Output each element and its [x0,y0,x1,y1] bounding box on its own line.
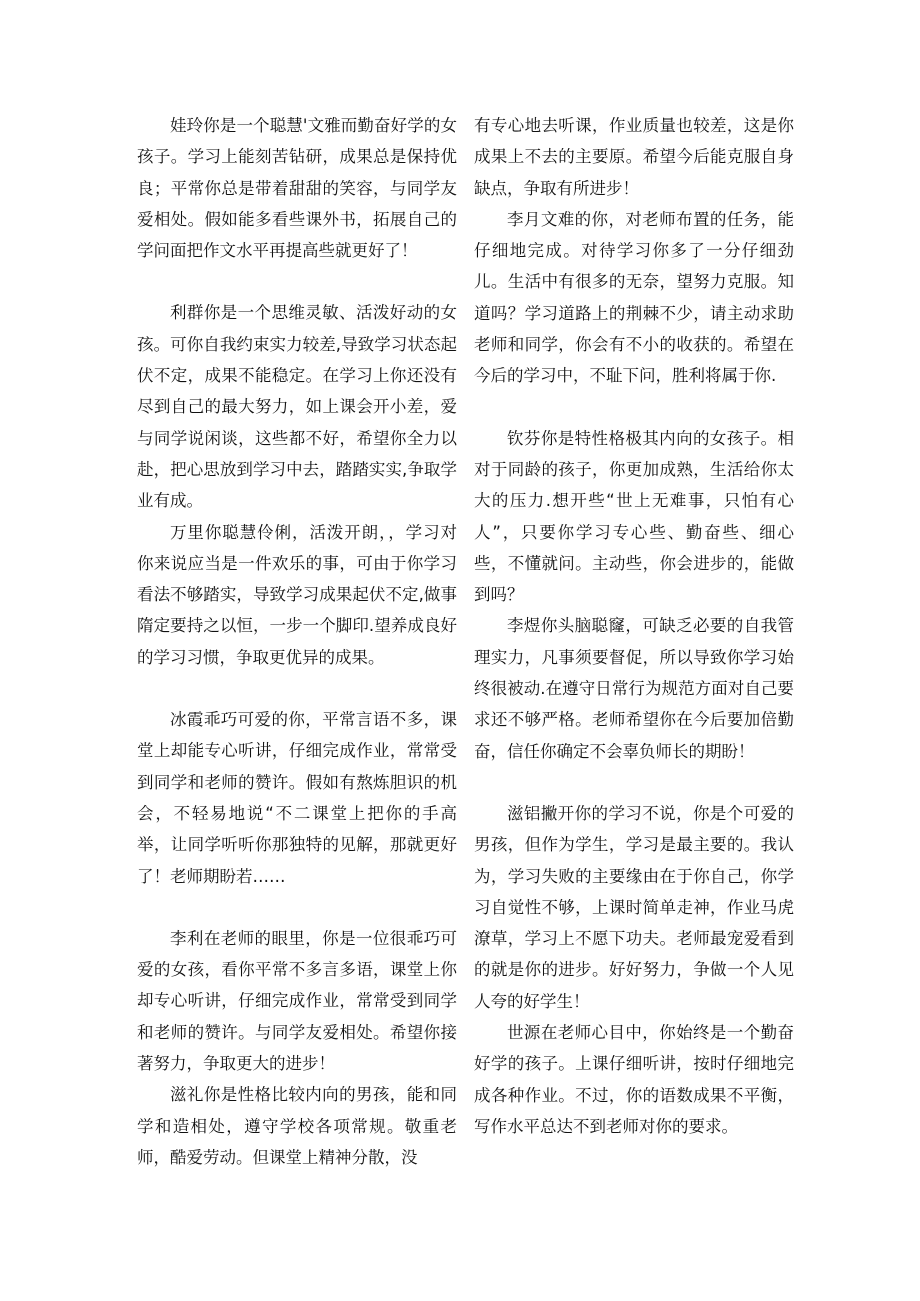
comment-paragraph: 李煜你头脑聪窿，可缺乏必要的自我管理实力，凡事须要督促，所以导致你学习始终很被动.在遵守日常行为规范方面对自己要求还不够严格。老师希望你在今后要加倍勤奋，信任你确定不会辜负师长的期盼！ [474,616,794,761]
comment-paragraph: 冰霞乖巧可爱的你，平常言语不多，课堂上却能专心听讲，仔细完成作业，常常受到同学和老师的赞许。假如有熬炼胆识的机会，不轻易地说“不二课堂上把你的手高举，让同学听听你那独特的见解，那就更好了！老师期盼若…… [137,710,457,886]
comment-paragraph-continued: 有专心地去听课，作业质量也较差，这是你成果上不去的主要原。希望今后能克服自身缺点，争取有所进步！ [474,116,794,198]
comment-paragraph: 万里你聪慧伶俐，活泼开朗，，学习对你来说应当是一件欢乐的事，可由于你学习看法不够踏实，导致学习成果起伏不定,做事隋定要持之以恒，一步一个脚印.望养成良好的学习习惯，争取更优异的成果。 [137,522,457,667]
comment-paragraph: 利群你是一个思维灵敏、活泼好动的女孩。可你自我约束实力较差,导致学习状态起伏不定，成果不能稳定。在学习上你还没有尽到自己的最大努力，如上课会开小差，爱与同学说闲谈，这些都不好，希望你全力以赴，把心思放到学习中去，踏踏实实,争取学业有成。 [137,303,457,511]
comment-paragraph: 滋铝撇开你的学习不说，你是个可爱的男孩，但作为学生，学习是最主要的。我认为，学习失败的主要缘由在于你自己，你学习自觉性不够，上课时简单走神，作业马虎潦草，学习上不愿下功夫。老师最宠爱看到的就是你的进步。好好努力，争做一个人见人夸的好学生！ [474,803,794,1011]
left-column [137,110,457,1173]
right-column [474,110,794,1142]
comment-paragraph: 李利在老师的眼里，你是一位很乖巧可爱的女孩，看你平常不多言多语，课堂上你却专心听讲，仔细完成作业，常常受到同学和老师的赞许。与同学友爱相处。希望你接著努力，争取更大的进步！ [137,928,457,1074]
comment-paragraph: 滋礼你是性格比较内向的男孩，能和同学和造相处，遵守学校各项常规。敬重老师，酷爱劳动。但课堂上精神分散，没 [137,1085,457,1167]
comment-paragraph: 李月文难的你，对老师布置的任务，能仔细地完成。对待学习你多了一分仔细劲儿。生活中有很多的无奈，望努力克服。知道吗？学习道路上的荆棘不少，请主动求助老师和同学，你会有不小的收获的。希望在今后的学习中，不耻下问，胜利将属于你. [474,209,794,386]
comment-paragraph: 钦芬你是特性格极其内向的女孩子。相对于同龄的孩子，你更加成熟，生活给你太大的压力.想开些“世上无难事，只怕有心人”，只要你学习专心些、勤奋些、细心些，不懂就问。主动些，你会进步的，能做到吗？ [474,428,794,605]
comment-paragraph: 娃玲你是一个聪慧'文雅而勤奋好学的女孩子。学习上能刻苦钻研，成果总是保持优良；平常你总是带着甜甜的笑容，与同学友爱相处。假如能多看些课外书，拓展自己的学问面把作文水平再提高些就更好了！ [137,116,457,261]
comment-paragraph: 世源在老师心目中，你始终是一个勤奋好学的孩子。上课仔细听讲，按时仔细地完成各种作业。不过，你的语数成果不平衡，写作水平总达不到老师对你的要求。 [474,1023,794,1136]
